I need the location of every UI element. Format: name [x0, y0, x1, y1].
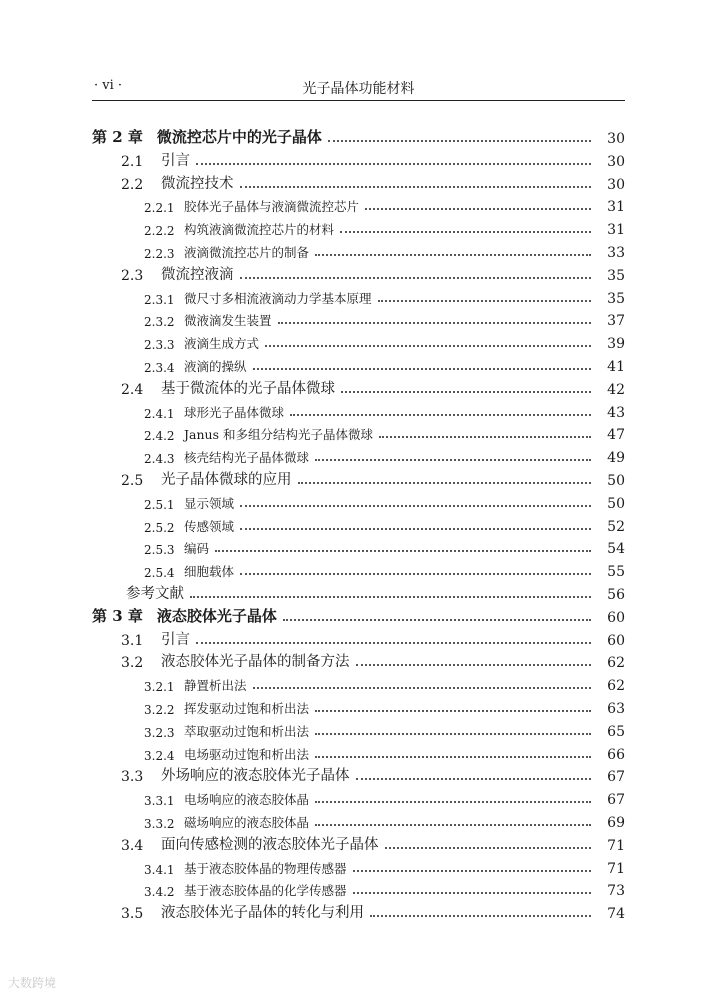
toc-entry-number: 2.5.4: [144, 566, 175, 581]
toc-entry-page: 62: [607, 678, 625, 695]
toc-entry-title: 参考文献: [126, 586, 184, 602]
toc-entry-page: 67: [607, 769, 625, 786]
toc-entry-number: 2.4.3: [144, 452, 175, 467]
toc-entry-number: 2.3: [121, 267, 144, 284]
toc-entry: [0, 672, 715, 694]
toc-entry-number: 2.3.4: [144, 361, 175, 375]
toc-entry-page: 60: [607, 632, 625, 649]
toc-entry-number: 3.3.2: [144, 817, 175, 831]
toc-entry-page: 47: [607, 427, 625, 444]
toc-dot-leader: [315, 756, 591, 758]
toc-entry-page: 71: [607, 837, 625, 854]
toc-dot-leader: [328, 140, 591, 142]
toc-entry-title: 基于液态胶体晶的物理传感器: [184, 860, 347, 876]
toc-entry: [0, 467, 715, 489]
toc-entry-number: 2.3.2: [144, 315, 175, 330]
toc-entry-number: 3.1: [121, 632, 144, 649]
toc-dot-leader: [315, 459, 591, 461]
toc-dot-leader: [385, 847, 592, 849]
toc-entry-title: 微流控技术: [161, 175, 234, 192]
toc-entry-number: 第 2 章: [92, 128, 143, 146]
page-number: · vi ·: [94, 78, 123, 93]
toc-dot-leader: [298, 482, 592, 484]
toc-entry: [0, 490, 715, 512]
toc-entry-page: 39: [607, 336, 625, 353]
toc-entry-page: 60: [607, 609, 625, 626]
toc-entry-title: 静置析出法: [184, 678, 247, 694]
toc-entry-title: 磁场响应的液态胶体晶: [184, 815, 310, 830]
toc-dot-leader: [196, 642, 591, 644]
toc-entry-page: 30: [607, 153, 625, 170]
toc-dot-leader: [365, 208, 591, 210]
toc-entry-title: 液态胶体光子晶体的转化与利用: [161, 905, 364, 922]
toc-entry-page: 35: [607, 290, 625, 307]
toc-entry-page: 62: [607, 655, 625, 672]
toc-entry-title: 基于微流体的光子晶体微球: [161, 380, 335, 397]
toc-entry: [0, 239, 715, 261]
toc-entry-title: 微液滴发生装置: [184, 313, 272, 329]
toc-entry-title: 外场响应的液态胶体光子晶体: [161, 768, 350, 785]
toc-entry: [0, 307, 715, 329]
toc-entry-page: 66: [607, 746, 625, 763]
toc-entry-title: 微尺寸多相流液滴动力学基本原理: [184, 290, 372, 306]
toc-entry-number: 3.4.2: [144, 885, 175, 900]
toc-entry-page: 56: [607, 587, 625, 603]
toc-entry: [0, 285, 715, 307]
toc-entry-number: 3.4.1: [144, 862, 175, 877]
toc-entry: [0, 695, 715, 717]
toc-entry: [0, 216, 715, 238]
toc-dot-leader: [370, 915, 591, 917]
toc-entry: [0, 558, 715, 580]
toc-dot-leader: [379, 436, 591, 438]
toc-entry-number: 3.5: [121, 906, 144, 923]
toc-entry-page: 49: [607, 450, 625, 467]
toc-dot-leader: [315, 710, 591, 712]
toc-dot-leader: [356, 778, 592, 780]
toc-entry-page: 71: [607, 860, 625, 877]
toc-entry-page: 37: [607, 313, 625, 330]
toc-entry-number: 2.2.3: [144, 247, 175, 261]
toc-entry-page: 50: [607, 495, 625, 512]
toc-entry-title: 显示领域: [184, 495, 235, 511]
toc-dot-leader: [196, 163, 591, 165]
toc-entry-title: 电场响应的液态胶体晶: [184, 792, 310, 808]
toc-entry-title: 构筑液滴微流控芯片的材料: [184, 222, 335, 238]
toc-entry-number: 3.2.1: [144, 680, 175, 695]
toc-dot-leader: [240, 277, 592, 279]
toc-entry-page: 65: [607, 723, 625, 740]
toc-entry: [0, 718, 715, 740]
toc-entry-title: 液滴生成方式: [184, 336, 260, 352]
toc-entry-title: 引言: [161, 631, 190, 648]
toc-dot-leader: [315, 254, 591, 256]
toc-entry-page: 50: [607, 473, 625, 489]
toc-entry: [0, 148, 715, 170]
toc-entry-title: 萃取驱动过饱和析出法: [184, 723, 310, 739]
toc-entry: [0, 855, 715, 877]
toc-dot-leader: [315, 801, 591, 803]
toc-entry-page: 74: [607, 906, 625, 923]
toc-entry-number: 2.1: [121, 153, 144, 170]
toc-entry: [0, 809, 715, 831]
toc-entry-title: 微流控芯片中的光子晶体: [156, 128, 322, 146]
toc-dot-leader: [240, 528, 591, 530]
toc-dot-leader: [340, 231, 591, 233]
toc-dot-leader: [315, 824, 591, 826]
toc-dot-leader: [353, 870, 591, 872]
toc-entry-title: 液滴的操纵: [184, 359, 247, 374]
toc-entry-page: 31: [607, 199, 625, 216]
toc-entry: [0, 513, 715, 535]
toc-entry-title: 挥发驱动过饱和析出法: [184, 701, 310, 716]
toc-entry-number: 第 3 章: [92, 606, 143, 625]
toc-entry-page: 69: [607, 815, 625, 831]
toc-dot-leader: [341, 391, 591, 393]
toc-entry-number: 2.5.2: [144, 520, 175, 535]
toc-entry-page: 43: [607, 404, 625, 421]
toc-entry-number: 3.2.3: [144, 725, 175, 740]
toc-dot-leader: [240, 505, 591, 507]
toc-entry-title: 传感领域: [184, 518, 235, 534]
toc-entry: [0, 376, 715, 398]
toc-entry-number: 3.2: [121, 655, 144, 672]
toc-dot-leader: [278, 322, 591, 324]
toc-entry-number: 2.2.1: [144, 201, 175, 216]
toc-entry-title: 液态胶体光子晶体: [156, 606, 277, 625]
toc-entry: [0, 535, 715, 557]
toc-dot-leader: [353, 892, 591, 894]
toc-dot-leader: [240, 186, 592, 188]
toc-entry: [0, 399, 715, 421]
page-header: [92, 76, 625, 101]
toc-entry: [0, 125, 715, 147]
toc-entry-number: 2.5: [121, 473, 144, 489]
toc-entry-page: 67: [607, 792, 625, 809]
toc-entry: [0, 353, 715, 375]
toc-entry-title: 微流控液滴: [161, 266, 234, 283]
toc-entry-title: 面向传感检测的液态胶体光子晶体: [161, 836, 379, 853]
toc-entry-number: 3.2.4: [144, 748, 175, 763]
toc-entry-page: 55: [607, 564, 625, 581]
toc-entry-page: 73: [607, 883, 625, 900]
book-title: 光子晶体功能材料: [302, 81, 415, 97]
toc-dot-leader: [253, 368, 591, 370]
toc-entry-number: 2.5.3: [144, 543, 175, 558]
toc-entry-page: 35: [607, 267, 625, 284]
toc-entry-page: 63: [607, 701, 625, 717]
toc-entry-title: 引言: [161, 152, 190, 169]
toc-dot-leader: [253, 687, 591, 689]
toc-entry: [0, 421, 715, 443]
toc-entry-title: 核壳结构光子晶体微球: [184, 450, 310, 466]
toc-entry-title: 编码: [184, 541, 210, 557]
toc-entry-number: 3.4: [121, 837, 144, 854]
toc-entry-number: 2.4.2: [144, 429, 175, 444]
toc-dot-leader: [283, 619, 591, 621]
toc-entry-title: 胶体光子晶体与液滴微流控芯片: [184, 199, 360, 215]
toc-entry: [0, 581, 715, 603]
toc-entry-title: 电场驱动过饱和析出法: [184, 746, 310, 762]
toc-entry: [0, 330, 715, 352]
toc-entry: [0, 741, 715, 763]
toc-entry: [0, 649, 715, 671]
toc-entry: [0, 832, 715, 854]
toc-entry-number: 2.4: [121, 381, 144, 398]
toc-entry-number: 3.3.1: [144, 794, 175, 809]
toc-entry: [0, 171, 715, 193]
toc-dot-leader: [356, 664, 592, 666]
toc-entry-page: 33: [607, 245, 625, 261]
toc-entry: [0, 193, 715, 215]
toc-entry: [0, 604, 715, 626]
toc-entry-title: 液态胶体光子晶体的制备方法: [161, 654, 350, 671]
toc-entry-page: 41: [607, 359, 625, 375]
toc-entry-number: 3.2.2: [144, 703, 175, 717]
toc-entry-page: 54: [607, 541, 625, 558]
toc-entry-title: 光子晶体微球的应用: [161, 472, 292, 488]
toc-dot-leader: [378, 300, 591, 302]
toc-dot-leader: [290, 414, 591, 416]
toc-entry: [0, 900, 715, 922]
toc-entry: [0, 786, 715, 808]
toc-dot-leader: [240, 573, 591, 575]
toc-entry-title: 液滴微流控芯片的制备: [184, 245, 310, 260]
toc-entry: [0, 763, 715, 785]
toc-dot-leader: [190, 596, 591, 598]
toc-entry: [0, 444, 715, 466]
toc-dot-leader: [315, 733, 591, 735]
toc-entry-page: 30: [607, 131, 625, 147]
toc-entry-page: 42: [607, 381, 625, 398]
toc-entry-number: 2.3.3: [144, 338, 175, 353]
toc-entry-title: Janus 和多组分结构光子晶体微球: [184, 427, 373, 443]
toc-entry-number: 2.3.1: [144, 292, 175, 307]
toc-entry-page: 52: [607, 518, 625, 535]
toc-entry-title: 基于液态胶体晶的化学传感器: [184, 883, 347, 899]
toc-entry-page: 31: [607, 222, 625, 239]
toc-entry-page: 30: [607, 176, 625, 193]
toc-entry-number: 2.2: [121, 176, 144, 193]
toc-entry-number: 2.4.1: [144, 406, 175, 421]
toc-entry: [0, 262, 715, 284]
toc-entry-number: 2.5.1: [144, 497, 175, 512]
toc-entry: [0, 877, 715, 899]
toc-dot-leader: [265, 345, 591, 347]
toc-entry: [0, 627, 715, 649]
toc-dot-leader: [215, 550, 591, 552]
toc-entry-number: 2.2.2: [144, 224, 175, 239]
watermark: 大数跨境: [8, 976, 57, 990]
toc-entry-title: 球形光子晶体微球: [184, 404, 285, 420]
toc-entry-title: 细胞载体: [184, 564, 235, 580]
toc-entry-number: 3.3: [121, 769, 144, 786]
